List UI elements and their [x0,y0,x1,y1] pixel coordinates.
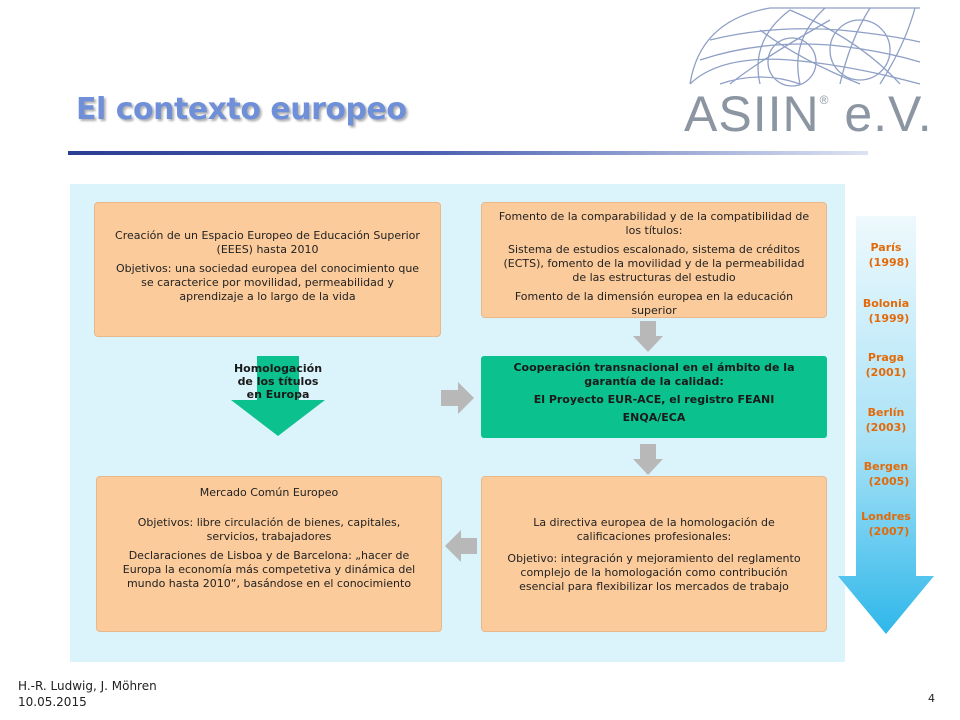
mercado-comun-box-line1: Mercado Común Europeo [199,486,339,499]
eees-box-line1: Creación de un Espacio Europeo de Educación Superior (EEES) hasta 2010 [115,229,420,256]
eees-box-line2: Objetivos: una sociedad europea del conocimiento que se caracterice por movilidad, permeabilidad y aprendizaje a lo largo de la vida [115,262,420,303]
cooperacion-box-line3: ENQA/ECA [622,411,686,424]
timeline-year: (2001) [865,366,907,379]
timeline-item-praga [856,350,916,380]
footer-authors: H.-R. Ludwig, J. Möhren [18,679,157,693]
logo-registered-mark: ® [819,93,830,107]
comparabilidad-box-line2: Sistema de estudios escalonado, sistema de créditos (ECTS), fomento de la movilidad y de la permeabilidad de las estructuras del estudio [503,243,805,284]
timeline-year: (2003) [865,421,907,434]
timeline-item-berlin [856,405,916,435]
timeline-year: (2007) [868,525,910,538]
timeline-year: (2005) [868,475,910,488]
directiva-box-line1: La directiva europea de la homologación de calificaciones profesionales: [533,516,775,543]
logo-name: ASIIN [684,86,820,142]
comparabilidad-box-line3: Fomento de la dimensión europea en la educación superior [514,290,794,317]
footer-date: 10.05.2015 [18,695,87,709]
timeline-city: Bolonia [862,297,910,310]
directiva-box-line2: Objetivo: integración y mejoramiento del reglamento complejo de la homologación como contribución esencial para flexibilizar los mercados de trabajo [507,552,801,593]
timeline-city: París [870,241,902,254]
page-number: 4 [928,692,935,705]
homologacion-label: Homologación de los títulos en Europa [233,362,323,401]
footer [18,678,157,710]
timeline-item-londres [856,509,916,539]
logo-suffix: e.V. [844,86,933,142]
timeline-city: Londres [861,510,911,523]
timeline-year: (1999) [868,312,910,325]
timeline-city: Praga [867,351,905,364]
timeline-year: (1998) [868,256,910,269]
timeline-item-bergen [856,459,916,489]
mercado-comun-box-line2: Objetivos: libre circulación de bienes, capitales, servicios, trabajadores [137,516,401,543]
cooperacion-box-line1: Cooperación transnacional en el ámbito de la garantía de la calidad: [513,361,795,388]
timeline-city: Bergen [863,460,909,473]
timeline-item-bolonia [856,296,916,326]
timeline-city: Berlín [867,406,905,419]
cooperacion-box-line2: El Proyecto EUR-ACE, el registro FEANI [533,393,775,406]
timeline-item-paris [856,240,916,270]
comparabilidad-box-line1: Fomento de la comparabilidad y de la compatibilidad de los títulos: [498,210,810,237]
mercado-comun-box-line3: Declaraciones de Lisboa y de Barcelona: „hacer de Europa la economía más competetiva y dinámica del mundo hasta 2010“, basándose en el conocimiento [122,549,416,590]
slide-title: El contexto europeo [76,92,407,127]
